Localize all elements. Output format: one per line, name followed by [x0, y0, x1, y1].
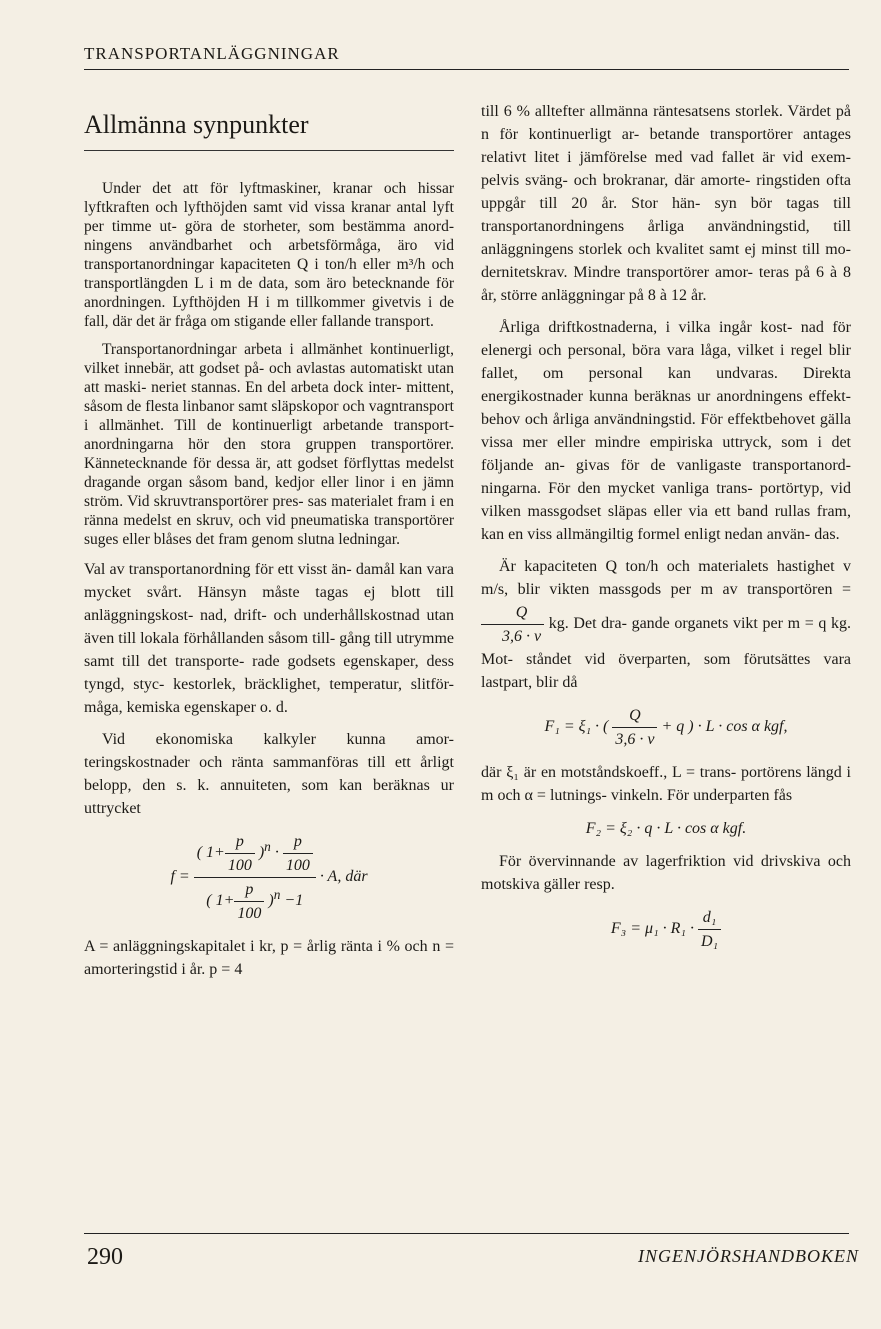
paragraph: Är kapaciteten Q ton/h och materialets hastighet v m/s, blir vikten massgods per m av transportören = $\frac{Q}{3,6 \cdot v}$ kg. Det dra- gande organets vikt per m = q kg. Mot- ståndet vid överparten, som förutsättes vara lastpart, blir då — [481, 558, 852, 691]
footer-rule — [84, 1233, 849, 1234]
paragraph: Vid ekonomiska kalkyler kunna amor- teringskostnader och ränta sammanföras till ett årligt belopp, den s. k. annuiteten, som kan beräknas ur uttrycket — [84, 731, 454, 817]
paragraph: A = anläggningskapitalet i kr, p = årlig ränta i % och n = amorteringstid i år. p = 4 — [84, 938, 454, 978]
paragraph: För övervinnande av lagerfriktion vid drivskiva och motskiva gäller resp. — [481, 853, 851, 893]
paragraph: Val av transportanordning för ett visst än- damål kan vara mycket svårt. Hänsyn måste tagas ej blott till anläggningskost- nad, drift- och underhållskostnad utan även till lokala förhållanden såsom till- gång till utrymme samt till det transporte- rade godsets egenskaper, dess tyngd, styc- kestorlek, bräcklighet, temperatur, slitför- måga, kemiska egenskaper o. d. — [84, 561, 454, 716]
header-rule — [84, 69, 849, 70]
book-title: INGENJÖRSHANDBOKEN — [638, 1246, 859, 1266]
friction-formula-F3: F₃ = μ₁ · R₁ · $\frac{\text{d₁}}{\text{D₁}}$ — [481, 906, 851, 953]
paragraph: där ξ₁ är en motståndskoeff., L = trans- portörens längd i m och α = lutnings- vinkeln. För underparten fås — [481, 764, 851, 804]
paragraph: Årliga driftkostnaderna, i vilka ingår kost- nad för elenergi och personal, böra vara låga, vilket i regel blir fallet, om personal kan undvaras. Direkta energikostnader kunna beräknas ur anordningens effekt- behov och årliga användningstid. För effektbehovet gälla vissa mer eller mindre empiriska uttryck, som i det följande an- givas för de vanligaste transportanord- ningarna. För den mycket vanliga trans- portörtyp, vid vilken massgodset släpas eller via ett band rullas fram, kan en viss allmängiltig formel enligt nedan använ- das. — [481, 319, 851, 543]
left-column — [84, 100, 454, 990]
section-title: Allmänna synpunkter — [84, 110, 309, 139]
paragraph: Under det att för lyftmaskiner, kranar och hissar lyftkraften och lyfthöjden samt vid vissa kranar antal lyft per timme ut- göra de storheter, som bestämma anord- ningens användbarhet och arbetsförmåga, äro vid transportanordningar kapaciteten Q i ton/h eller m³/h och transportlängden L i m de data, som äro betecknande för anordningen. Lyfthöjden H i m tillkommer givetvis i de fall, där det är fråga om stigande eller fallande transport. — [84, 180, 454, 330]
page-number: 290 — [87, 1244, 123, 1270]
resistance-formula-F1: F₁ = ξ₁ · ( $\frac{Q}{3,6 \cdot v}$ + q ) · L · cos α kgf, — [481, 704, 851, 751]
running-header: TRANSPORTANLÄGGNINGAR — [84, 44, 340, 63]
title-rule — [84, 150, 454, 151]
paragraph: Transportanordningar arbeta i allmänhet kontinuerligt, vilket innebär, att godset på- och avlastas automatiskt utan att maski- neriet stannas. En del arbeta dock inter- mittent, såsom de flesta linbanor samt släpskopor och vagntransport i allmänhet. Till de kontinuerligt arbetande transport- anordningarna hör den stora gruppen transportörer. Kännetecknande för dessa är, att godset förflyttas medelst dragande organ såsom band, kedjor eller linor i en jämn ström. Vid skruvtransportörer pres- sas materialet fram i en ränna medelst en skruv, och vid pneumatiska transportörer suges eller blåses det fram genom slutna ledningar. — [84, 341, 454, 548]
annuity-formula: f = ( 1+ $\frac{p}{100}$ )$^n$ · $\frac{p}{100}$ ( 1+ $\frac{p}{100}$ )$^n$ −1 · A, där — [84, 830, 454, 925]
right-column — [481, 100, 851, 963]
resistance-formula-F2: F₂ = ξ₂ · q · L · cos α kgf. — [585, 820, 747, 837]
paragraph: till 6 % alltefter allmänna räntesatsens storlek. Värdet på n för kontinuerligt ar- betande transportörer antages relativt litet i jämförelse med vad fallet är vid exem- pelvis sväng- och brokranar, där amorte- ringstiden ofta uppgår till 20 år. Stor hän- syn bör tagas till transportanordningens årliga användningstid, till anläggningens storlek och kvalitet samt ej minst till mo- dernitetskrav. Mindre transportörer amor- teras på 6 à 8 år, större anläggningar på 8 à 12 år. — [481, 103, 851, 304]
